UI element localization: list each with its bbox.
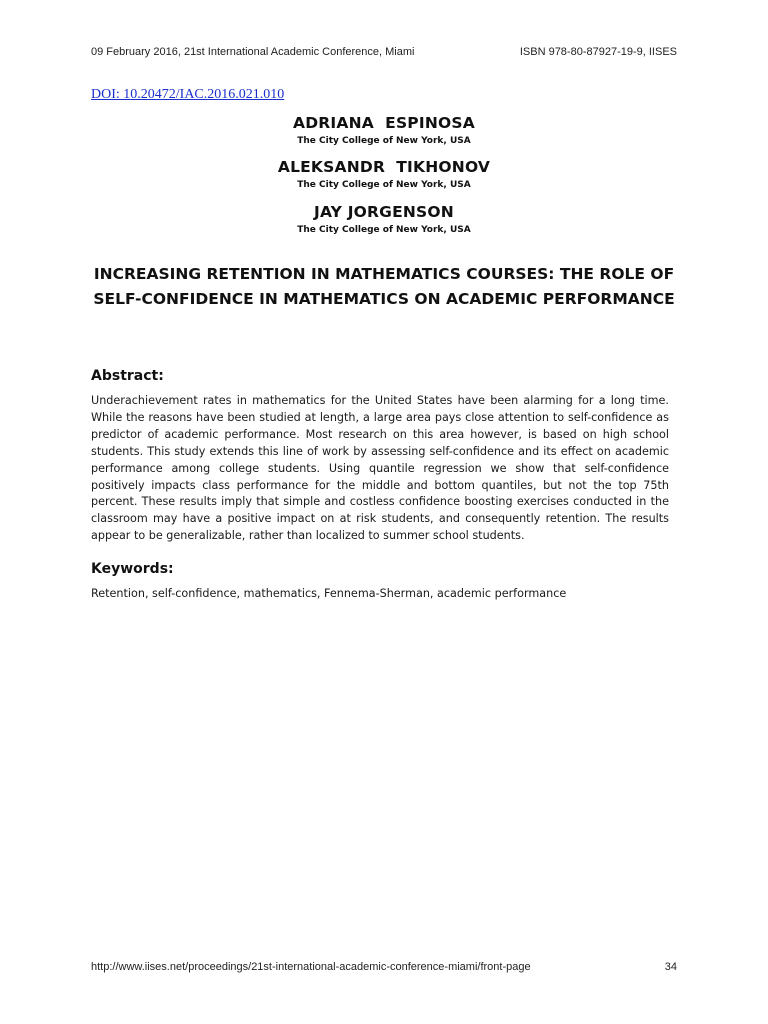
- author-block-3: [0, 202, 768, 237]
- author-affiliation: The City College of New York, USA: [297, 225, 471, 235]
- author-name: ADRIANA ESPINOSA: [293, 114, 475, 132]
- keywords-heading: Keywords:: [91, 561, 174, 577]
- running-header: [91, 46, 677, 62]
- isbn-info: ISBN 978-80-87927-19-9, IISES: [519, 46, 677, 58]
- paper-title: INCREASING RETENTION IN MATHEMATICS COURSES: THE ROLE OF SELF-CONFIDENCE IN MATHEMATICS ON ACADEMIC PERFORMANCE: [93, 265, 675, 308]
- doi-link[interactable]: DOI: 10.20472/IAC.2016.021.010: [91, 87, 285, 102]
- author-affiliation: The City College of New York, USA: [297, 180, 471, 190]
- author-name: JAY JORGENSON: [314, 203, 454, 221]
- page-number: 34: [664, 961, 677, 973]
- abstract-text: Underachievement rates in mathematics for the United States have been alarming for a long time. While the reasons have been studied at length, a large area pays close attention to self-confidence as predictor of academic performance. Most research on this area however, is based on high school students. This study extends this line of work by assessing self-confidence and its effect on academic performance among college students. Using quantile regression we show that self-confidence positively impacts class performance for the middle and bottom quantiles, but not the top 75th percent. These results imply that simple and costless confidence boosting exercises conducted in the classroom may have a positive impact on at risk students, and consequently retention. The results appear to be generalizable, rather than localized to summer school students.: [91, 394, 669, 543]
- author-block-2: [0, 157, 768, 192]
- proceedings-url[interactable]: http://www.iises.net/proceedings/21st-international-academic-conference-miami/front-page: [91, 961, 531, 973]
- abstract-heading: Abstract:: [91, 368, 164, 384]
- author-affiliation: The City College of New York, USA: [297, 136, 471, 146]
- author-name: ALEKSANDR TIKHONOV: [277, 158, 491, 176]
- keywords-text: Retention, self-confidence, mathematics, Fennema-Sherman, academic performance: [91, 587, 567, 600]
- author-block-1: [0, 113, 768, 148]
- running-footer: [91, 961, 677, 977]
- conference-info: 09 February 2016, 21st International Academic Conference, Miami: [91, 46, 415, 58]
